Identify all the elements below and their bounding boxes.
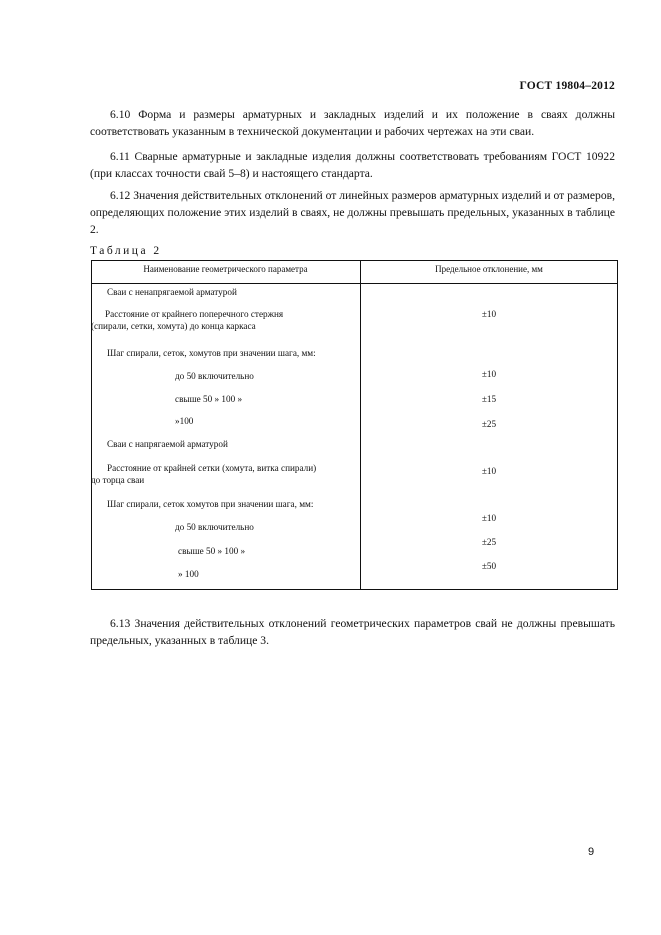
table-value-up-to-50: ±10 (481, 369, 497, 379)
table-header-divider (91, 283, 618, 284)
page-number: 9 (588, 846, 595, 858)
table-caption: Таблица 2 (90, 245, 162, 257)
table-value-50-to-100: ±15 (481, 394, 497, 404)
table-header-deviation: Предельное отклонение, мм (435, 264, 543, 274)
paragraph-6-13: 6.13 Значения действительных отклонений геометрических параметров свай не должны превышать предельных, указанных в таблице 3. (90, 617, 615, 647)
document-code-header: ГОСТ 19804–2012 (519, 80, 615, 92)
table-row-group-prestressed: Сваи с напрягаемой арматурой (107, 439, 228, 449)
table-row-up-to-50-2: до 50 включительно (175, 522, 254, 532)
table-value-distance: ±10 (481, 309, 497, 319)
paragraph-6-12: 6.12 Значения действительных отклонений от линейных размеров арматурных изделий и от размеров, определяющих положение этих изделий в сваях, не должны превышать предельных, указанных в таблице 2. (90, 189, 615, 236)
table-row-step-header: Шаг спирали, сеток, хомутов при значении шага, мм: (107, 348, 316, 358)
table-row-step-header-2: Шаг спирали, сеток хомутов при значении шага, мм: (107, 499, 314, 509)
table-row-mesh-distance-line1: Расстояние от крайней сетки (хомута, витка спирали) (107, 463, 317, 473)
table-row-50-to-100: свыше 50 » 100 » (175, 394, 243, 404)
table-value-over-100: ±25 (481, 419, 497, 429)
paragraph-6-10: 6.10 Форма и размеры арматурных и закладных изделий и их положение в сваях должны соответствовать указанным в технической документации и рабочих чертежах на эти сваи. (90, 108, 615, 138)
paragraph-6-11: 6.11 Сварные арматурные и закладные изделия должны соответствовать требованиям ГОСТ 10922 (при классах точности свай 5–8) и настоящего стандарта. (90, 150, 615, 180)
table-value-50-to-100-2: ±25 (481, 537, 497, 547)
table-row-group-nonprestressed: Сваи с ненапрягаемой арматурой (107, 287, 237, 297)
table-row-mesh-distance-line2: до торца сваи (91, 475, 145, 485)
table-value-up-to-50-2: ±10 (481, 513, 497, 523)
table-row-up-to-50: до 50 включительно (175, 371, 254, 381)
table-row-over-100: »100 (175, 416, 194, 426)
table-header-parameter: Наименование геометрического параметра (143, 264, 308, 274)
table-value-mesh-distance: ±10 (481, 466, 497, 476)
table-row-distance-line2: (спирали, сетки, хомута) до конца каркаса (91, 321, 256, 331)
table-row-50-to-100-2: свыше 50 » 100 » (178, 546, 246, 556)
table-row-over-100-2: » 100 (178, 569, 199, 579)
table-row-distance-line1: Расстояние от крайнего поперечного стержня (105, 309, 284, 319)
table-value-over-100-2: ±50 (481, 561, 497, 571)
